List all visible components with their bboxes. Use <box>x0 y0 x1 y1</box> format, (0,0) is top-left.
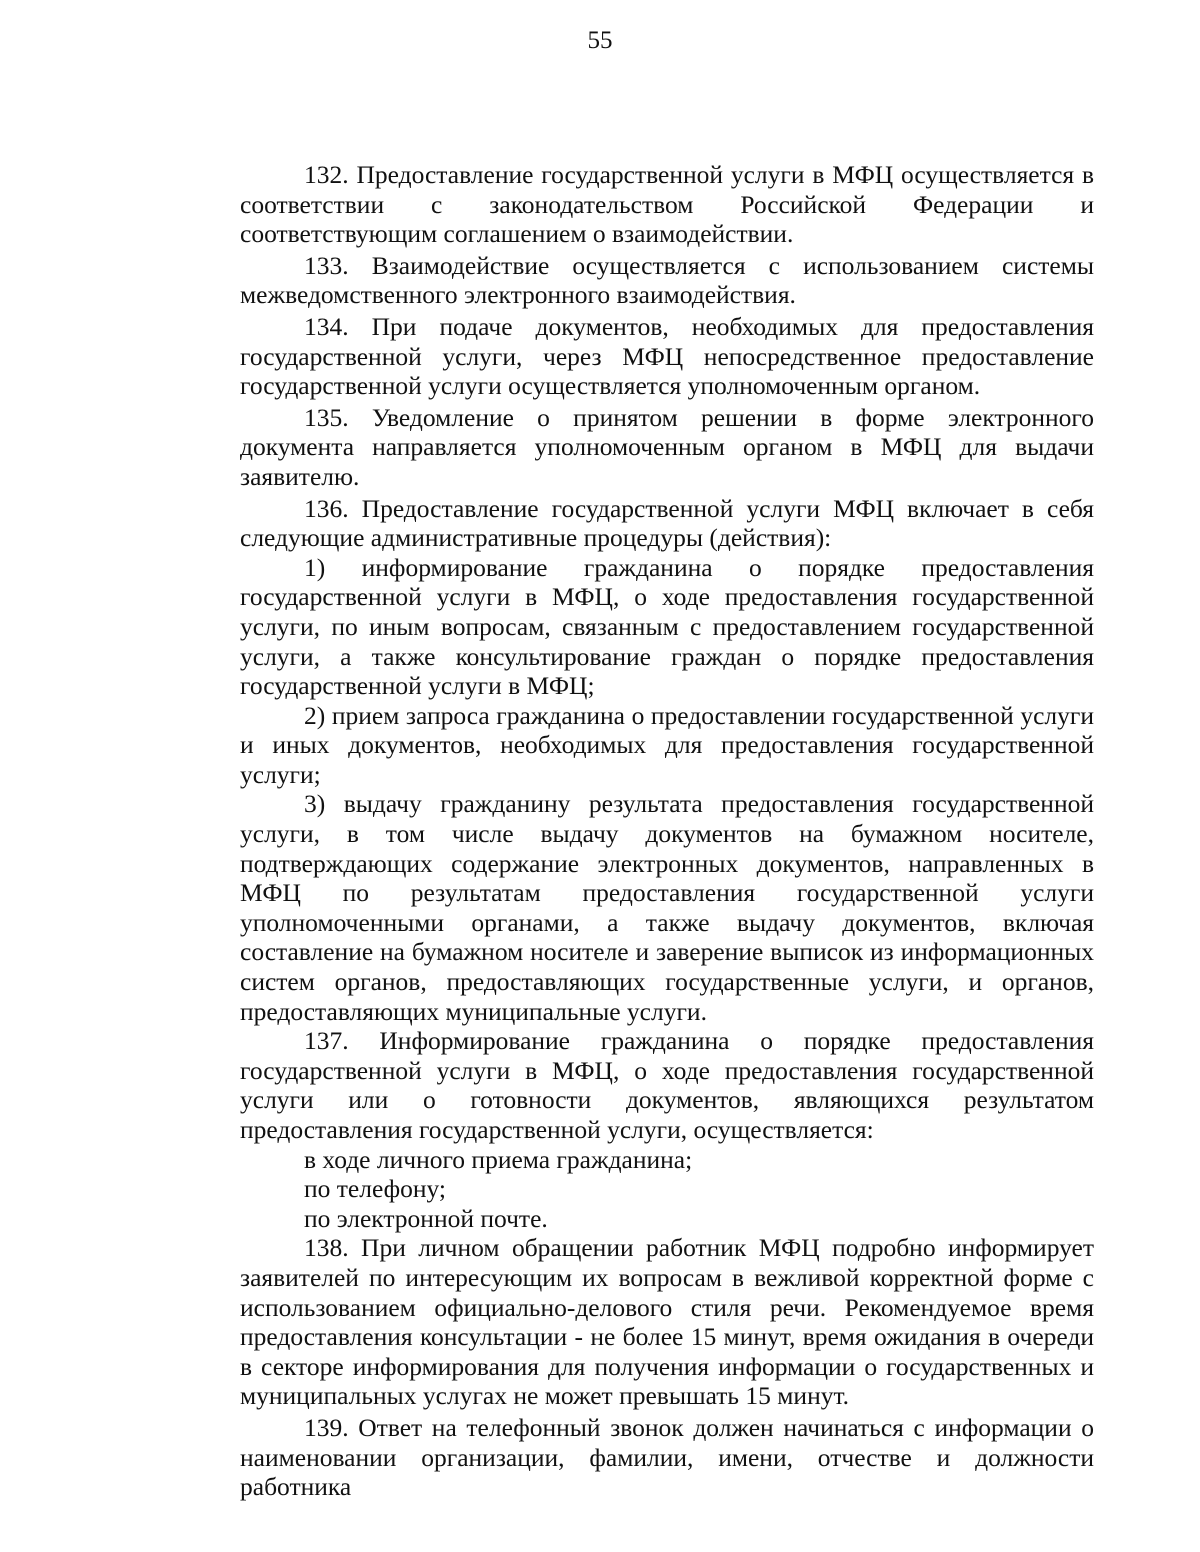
list-item-phone: по телефону; <box>304 1174 447 1204</box>
paragraph-134: 134. При подаче документов, необходимых для предоставления государственной услуги, через МФЦ непосредственное предоставление государственной услуги осуществляется уполномоченным органом. <box>240 311 1094 401</box>
paragraph-135: 135. Уведомление о принятом решении в форме электронного документа направляется уполномоченным органом в МФЦ для выдачи заявителю. <box>240 402 1094 491</box>
list-item-email: по электронной почте. <box>304 1203 548 1233</box>
paragraph-139: 139. Ответ на телефонный звонок должен начинаться с информации о наименовании организации, фамилии, имени, отчестве и должности работника <box>240 1412 1094 1502</box>
paragraph-133: 133. Взаимодействие осуществляется с использованием системы межведомственного электронного взаимодействия. <box>240 250 1094 310</box>
paragraph-138: 138. При личном обращении работник МФЦ подробно информирует заявителей по интересующим их вопросам в вежливой корректной форме с использованием официально-делового стиля речи. Рекомендуемое время предоставления консультации - не более 15 минут, время ожидания в очереди в секторе информирования для получения информации о государственных и муниципальных услугах не может превышать 15 минут. <box>240 1233 1094 1411</box>
list-item-3: 3) выдачу гражданину результата предоставления государственной услуги, в том числе выдачу документов на бумажном носителе, подтверждающих содержание электронных документов, направленных в МФЦ по результатам предоставления государственной услуги уполномоченными органами, а также выдачу документов, включая составление на бумажном носителе и заверение выписок из информационных систем органов, предоставляющих государственные услуги, и органов, предоставляющих муниципальные услуги. <box>240 789 1094 1026</box>
paragraph-137: 137. Информирование гражданина о порядке предоставления государственной услуги в МФЦ, о ходе предоставления государственной услуги или о готовности документов, являющихся результатом предоставления государственной услуги, осуществляется: <box>240 1026 1094 1144</box>
paragraph-136: 136. Предоставление государственной услуги МФЦ включает в себя следующие административные процедуры (действия): <box>240 493 1094 553</box>
paragraph-132: 132. Предоставление государственной услуги в МФЦ осуществляется в соответствии с законодательством Российской Федерации и соответствующим соглашением о взаимодействии. <box>240 160 1094 249</box>
page-number: 55 <box>587 27 613 54</box>
list-item-personal: в ходе личного приема гражданина; <box>304 1144 693 1174</box>
list-item-1: 1) информирование гражданина о порядке предоставления государственной услуги в МФЦ, о ходе предоставления государственной услуги, по иным вопросам, связанным с предоставлением государственной услуги, а также консультирование граждан о порядке предоставления государственной услуги в МФЦ; <box>240 552 1094 701</box>
list-item-2: 2) прием запроса гражданина о предоставлении государственной услуги и иных документов, необходимых для предоставления государственной услуги; <box>240 700 1094 789</box>
document-body <box>240 160 1094 1502</box>
